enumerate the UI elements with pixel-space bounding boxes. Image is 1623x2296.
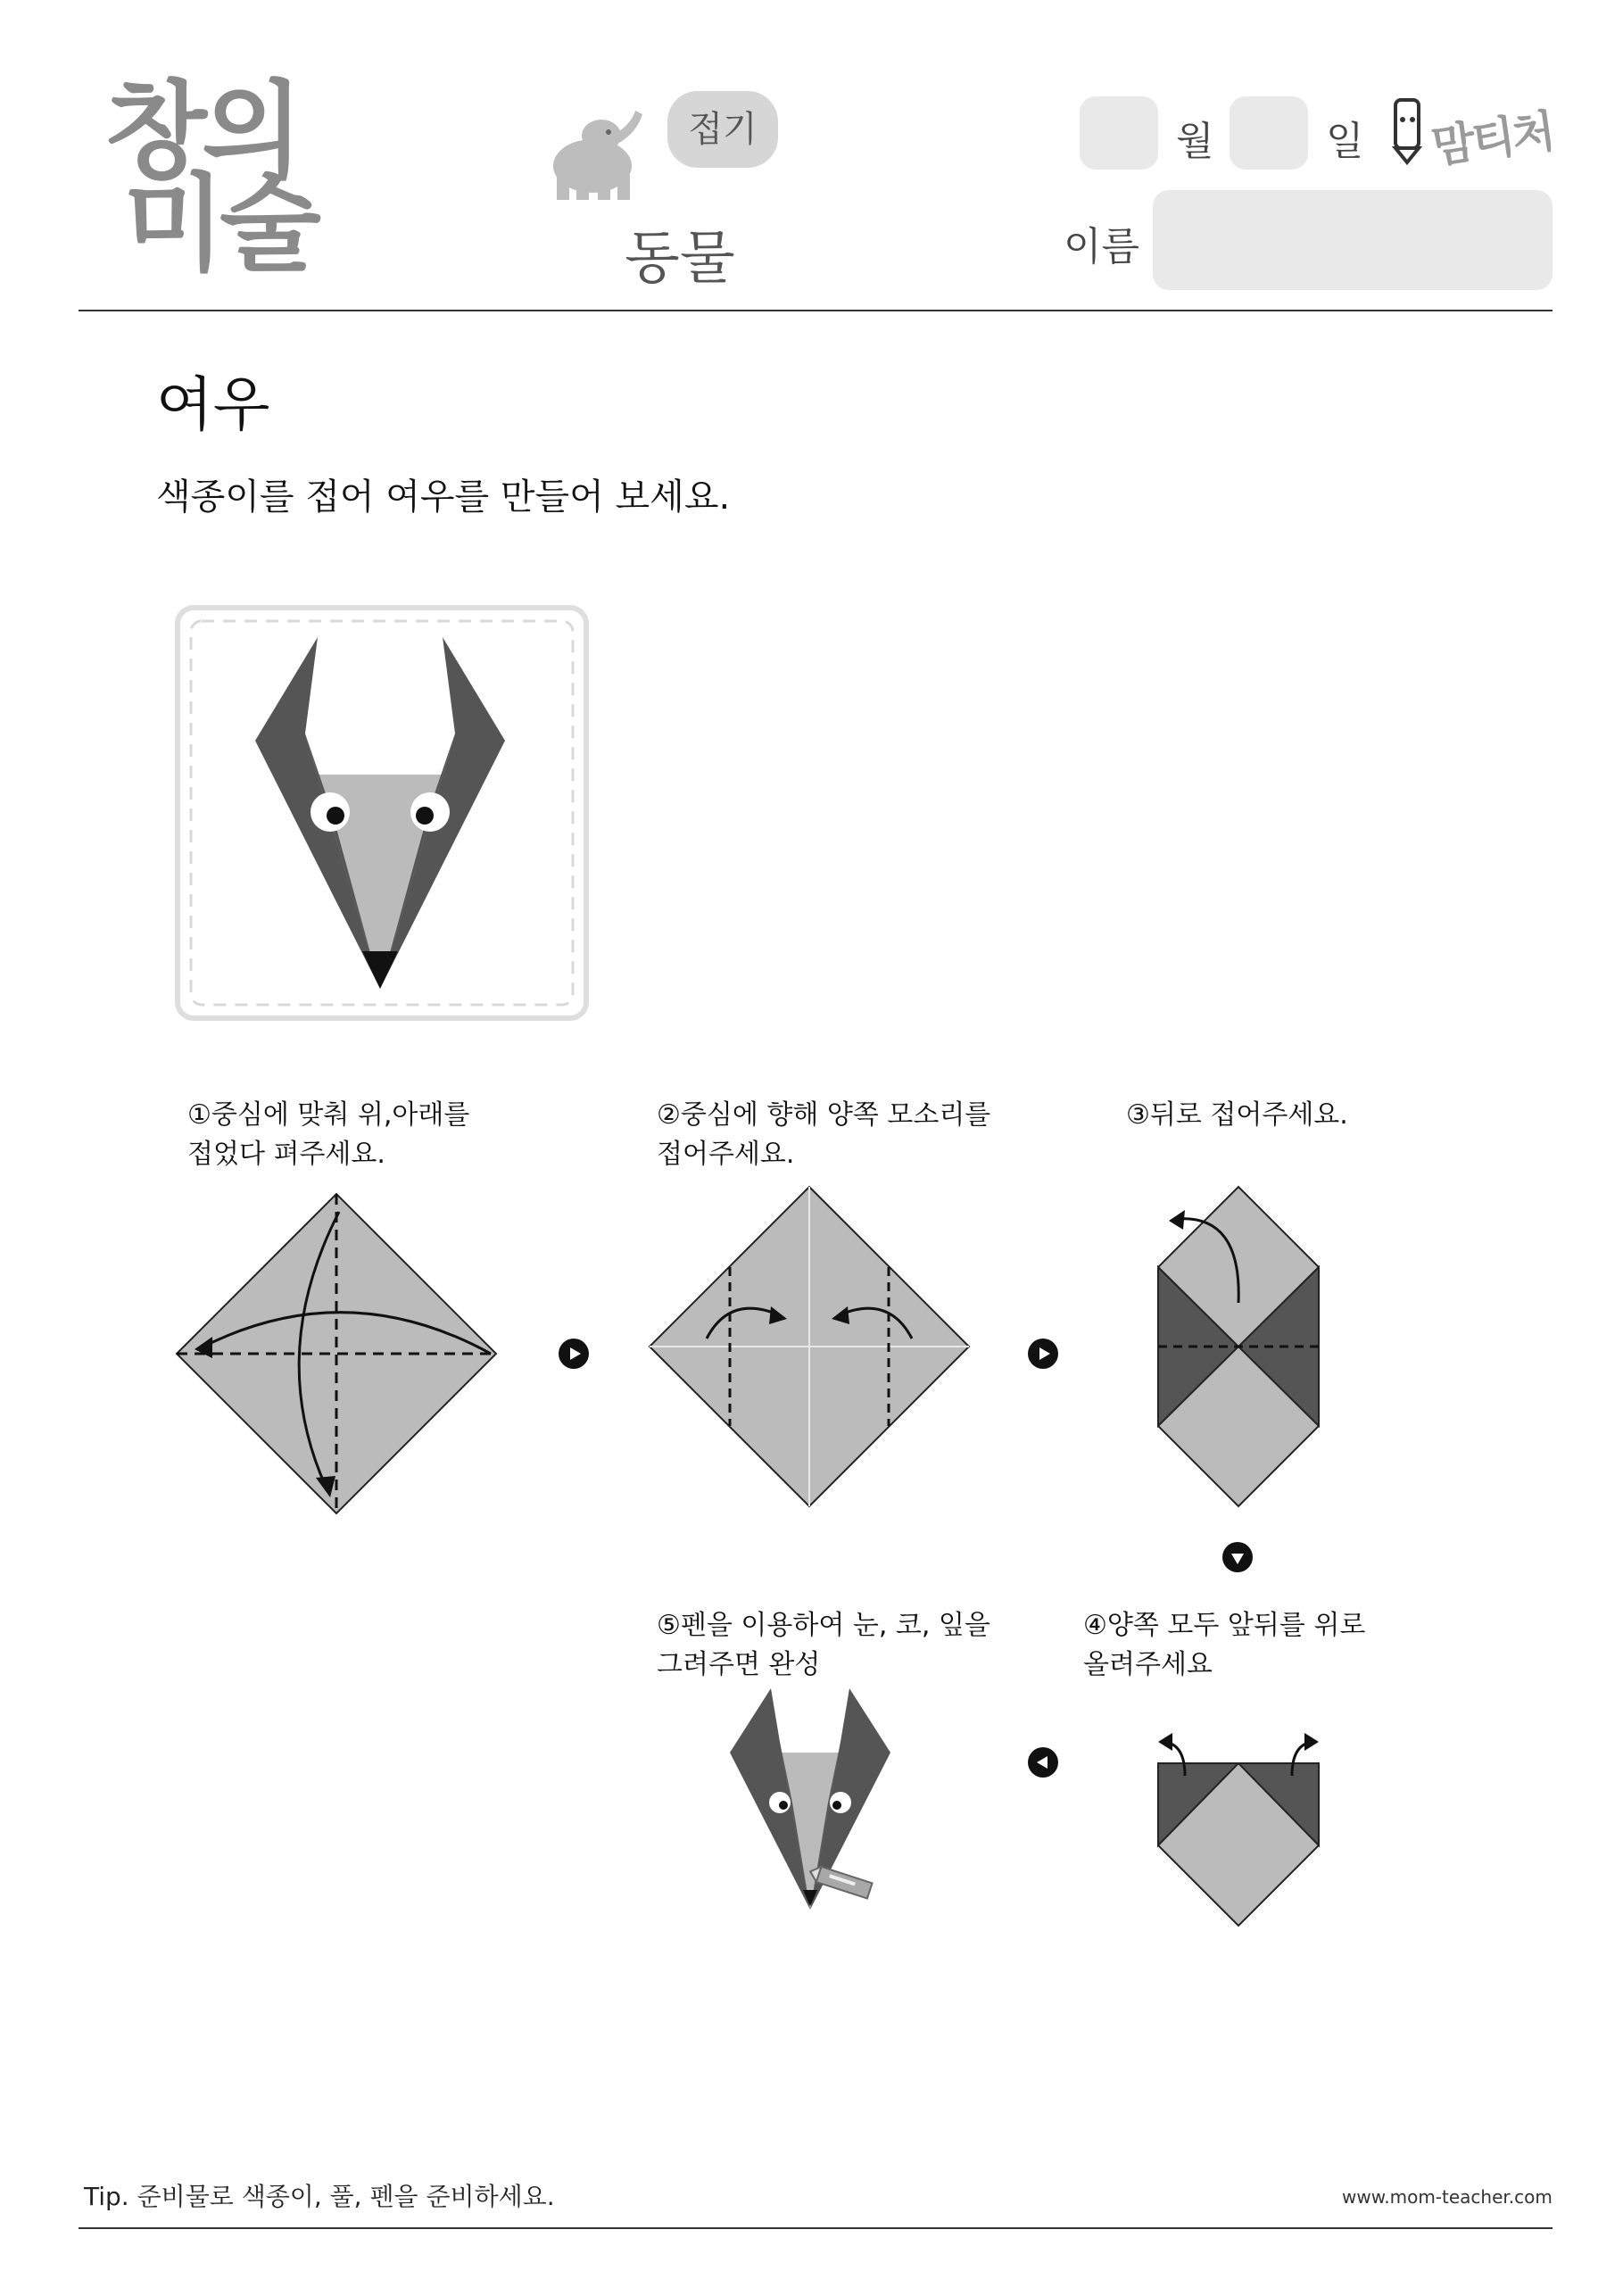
play-down-icon — [1222, 1542, 1253, 1572]
category-bubble — [667, 91, 778, 168]
fox-face-illustration — [255, 637, 505, 991]
footer-divider — [79, 2227, 1553, 2229]
category-bubble-text: 접기 — [688, 109, 758, 150]
next-step-arrow-2 — [1028, 1339, 1058, 1369]
month-label: 월 — [1176, 119, 1214, 164]
step-2-diagram — [650, 1187, 969, 1506]
next-step-arrow-1 — [559, 1339, 589, 1369]
step-3-diagram — [1158, 1187, 1319, 1506]
play-right-icon — [1028, 1339, 1058, 1369]
instruction-text: 색종이를 접어 여우를 만들어 보세요. — [156, 477, 731, 518]
pen-icon — [808, 1865, 876, 1901]
step-1-diagram — [177, 1194, 496, 1513]
pencil-mascot-icon — [1388, 96, 1428, 164]
month-input[interactable] — [1080, 96, 1158, 170]
play-left-icon — [1028, 1747, 1058, 1778]
page-title: 여우 — [156, 370, 270, 439]
category-label: 동물 — [625, 226, 735, 292]
name-input[interactable] — [1153, 190, 1553, 290]
step-1-text: ①중심에 맞춰 위,아래를 접었다 펴주세요. — [187, 1099, 470, 1170]
logo-line2: 미술 — [123, 162, 316, 286]
next-step-arrow-4 — [1028, 1747, 1058, 1778]
next-step-arrow-3 — [1222, 1542, 1253, 1572]
tip-text: Tip. 준비물로 색종이, 풀, 펜을 준비하세요. — [84, 2182, 555, 2211]
step-3-text: ③뒤로 접어주세요. — [1126, 1099, 1348, 1131]
elephant-icon — [546, 105, 644, 200]
website-link[interactable]: www.mom-teacher.com — [1342, 2186, 1553, 2208]
logo-line1: 창의 — [105, 70, 298, 193]
step-5-text: ⑤펜을 이용하여 눈, 코, 잎을 그려주면 완성 — [657, 1610, 990, 1680]
logo — [105, 70, 316, 286]
header-divider — [79, 310, 1553, 311]
name-label: 이름 — [1064, 224, 1140, 269]
step-4-text: ④양쪽 모두 앞뒤를 위로 올려주세요 — [1083, 1610, 1366, 1680]
step-2-text: ②중심에 향해 양쪽 모소리를 접어주세요. — [657, 1099, 991, 1170]
brand-label: 맘티처 — [1428, 104, 1556, 174]
step-4-diagram — [1158, 1722, 1319, 1926]
day-input[interactable] — [1230, 96, 1308, 170]
day-label: 일 — [1326, 119, 1364, 164]
play-right-icon — [559, 1339, 589, 1369]
